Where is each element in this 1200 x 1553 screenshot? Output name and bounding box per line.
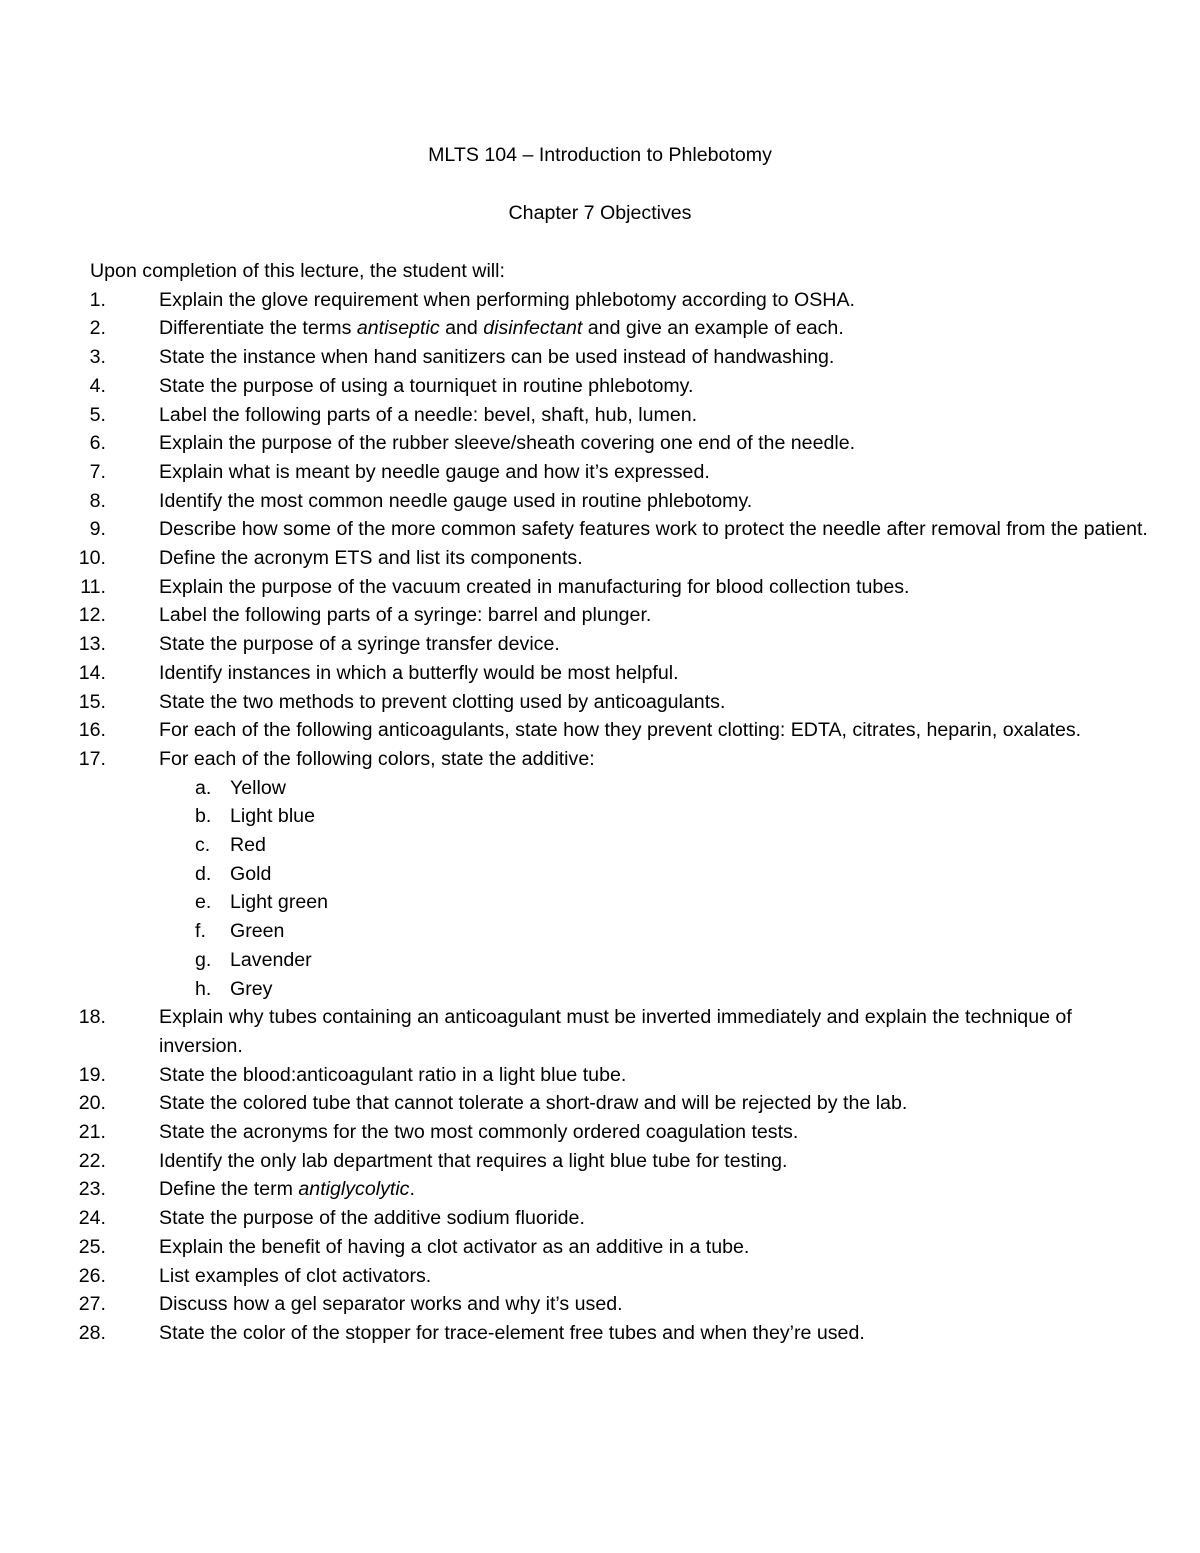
objective-item — [0, 372, 1150, 401]
objective-item — [0, 401, 1150, 430]
objective-number: 22. — [78, 1149, 106, 1172]
objective-text: Explain the glove requirement when performing phlebotomy according to OSHA. — [159, 288, 855, 311]
italic-term: antiglycolytic — [298, 1178, 410, 1201]
color-name: Gold — [230, 862, 272, 885]
objective-item — [0, 630, 1150, 659]
objective-item — [0, 716, 1150, 745]
objective-text: State the instance when hand sanitizers can be used instead of handwashing. — [159, 346, 835, 369]
objective-number: 4. — [89, 374, 106, 397]
objective-text: Explain the purpose of the rubber sleeve/sheath covering one end of the needle. — [159, 432, 856, 455]
color-sublist — [159, 774, 1150, 1004]
objective-text: List examples of clot activators. — [159, 1264, 432, 1287]
objective-text: Identify the most common needle gauge used in routine phlebotomy. — [159, 489, 753, 512]
objective-text: Define the acronym ETS and list its components. — [159, 547, 583, 570]
objective-number: 1. — [89, 288, 106, 311]
objective-number: 2. — [89, 317, 106, 340]
objective-text: Label the following parts of a syringe: barrel and plunger. — [159, 604, 652, 627]
objective-item — [0, 343, 1150, 372]
objective-number: 28. — [78, 1322, 106, 1344]
objective-number: 19. — [78, 1063, 106, 1086]
objective-text: State the two methods to prevent clotting used by anticoagulants. — [159, 690, 726, 713]
italic-term: disinfectant — [483, 317, 583, 340]
objective-item — [0, 1204, 1150, 1233]
objective-number: 26. — [78, 1264, 106, 1287]
color-letter: f. — [195, 920, 206, 943]
objective-number: 9. — [89, 518, 106, 541]
objective-item — [0, 1175, 1150, 1204]
objective-item — [0, 1233, 1150, 1262]
objective-item — [0, 1290, 1150, 1319]
objective-number: 20. — [78, 1092, 106, 1115]
objective-text: Explain what is meant by needle gauge and how it’s expressed. — [159, 460, 710, 483]
objective-text: Describe how some of the more common safety features work to protect the needle after removal from the patient. — [159, 518, 1148, 541]
objective-number: 11. — [80, 575, 106, 598]
text-segment: and — [439, 317, 484, 340]
objective-item — [0, 487, 1150, 516]
objective-text: Discuss how a gel separator works and why it’s used. — [159, 1293, 623, 1316]
objective-item — [0, 659, 1150, 688]
objective-text — [159, 317, 844, 339]
color-name: Red — [230, 834, 266, 857]
objective-number: 10. — [78, 547, 106, 570]
objective-item — [0, 458, 1150, 487]
intro-text: Upon completion of this lecture, the student will: — [90, 260, 505, 282]
objective-text: State the acronyms for the two most commonly ordered coagulation tests. — [159, 1121, 799, 1144]
objective-item — [0, 688, 1150, 717]
objective-item — [0, 1147, 1150, 1176]
color-item — [159, 888, 1150, 917]
color-item — [159, 774, 1150, 803]
objective-number: 3. — [89, 346, 106, 369]
objective-item — [0, 544, 1150, 573]
objective-number: 6. — [89, 432, 106, 455]
objective-item — [0, 601, 1150, 630]
objective-item — [0, 1319, 1150, 1348]
objective-item — [0, 515, 1150, 544]
color-name: Light blue — [230, 805, 315, 828]
objective-number: 13. — [78, 633, 106, 656]
course-title: MLTS 104 – Introduction to Phlebotomy — [428, 144, 772, 166]
color-letter: h. — [195, 977, 212, 1000]
objective-number: 17. — [78, 747, 106, 770]
objective-number: 12. — [78, 604, 106, 627]
objective-number: 24. — [78, 1207, 106, 1230]
objective-text: State the purpose of using a tourniquet in routine phlebotomy. — [159, 374, 694, 397]
color-item — [159, 802, 1150, 831]
text-segment: Differentiate the terms — [159, 317, 357, 340]
objective-number: 15. — [78, 690, 106, 713]
color-letter: e. — [195, 891, 212, 914]
color-item — [159, 831, 1150, 860]
objective-number: 23. — [78, 1178, 106, 1201]
text-segment: . — [409, 1178, 415, 1201]
objective-number: 14. — [78, 661, 106, 684]
color-item — [159, 917, 1150, 946]
objective-item — [0, 1262, 1150, 1291]
objective-item — [0, 745, 1150, 1003]
objective-text: Explain the purpose of the vacuum created in manufacturing for blood collection tubes. — [159, 575, 910, 598]
objective-text: For each of the following colors, state the additive: — [159, 747, 595, 770]
text-segment: and give an example of each. — [582, 317, 844, 340]
objective-number: 21. — [78, 1121, 106, 1144]
color-letter: c. — [195, 834, 211, 857]
objective-text: For each of the following anticoagulants, state how they prevent clotting: EDTA, citrates, heparin, oxalates. — [159, 719, 1082, 742]
color-name: Green — [230, 920, 285, 943]
objective-item — [0, 1089, 1150, 1118]
objective-text: Label the following parts of a needle: bevel, shaft, hub, lumen. — [159, 403, 698, 426]
objective-number: 16. — [78, 719, 106, 742]
color-letter: g. — [195, 948, 212, 971]
objective-text: State the blood:anticoagulant ratio in a light blue tube. — [159, 1063, 627, 1086]
italic-term: antiseptic — [356, 317, 440, 340]
chapter-title: Chapter 7 Objectives — [508, 202, 692, 224]
color-name: Grey — [230, 977, 273, 1000]
objective-item — [0, 429, 1150, 458]
objective-item — [0, 573, 1150, 602]
objective-number: 8. — [89, 489, 106, 512]
color-name: Light green — [230, 891, 329, 914]
objective-item — [0, 314, 1150, 343]
objective-text: State the purpose of a syringe transfer device. — [159, 633, 560, 656]
color-letter: a. — [195, 776, 212, 799]
objective-number: 7. — [89, 460, 106, 483]
objective-text — [159, 1178, 415, 1200]
color-item — [159, 860, 1150, 889]
color-name: Yellow — [230, 776, 286, 799]
color-item — [159, 946, 1150, 975]
objective-number: 27. — [78, 1293, 106, 1316]
objective-number: 5. — [89, 403, 106, 426]
objective-text: State the color of the stopper for trace-element free tubes and when they’re used. — [159, 1322, 865, 1344]
color-letter: b. — [195, 805, 212, 828]
text-segment: Define the term — [159, 1178, 299, 1201]
objective-item — [0, 1061, 1150, 1090]
objective-number: 25. — [78, 1235, 106, 1258]
objective-number: 18. — [78, 1006, 106, 1029]
objective-item — [0, 286, 1150, 315]
objectives-list — [0, 286, 1150, 1348]
objective-text: State the purpose of the additive sodium fluoride. — [159, 1207, 585, 1230]
objective-text: Explain the benefit of having a clot activator as an additive in a tube. — [159, 1235, 750, 1258]
objective-text: State the colored tube that cannot tolerate a short-draw and will be rejected by the lab. — [159, 1092, 908, 1115]
objective-item — [0, 1118, 1150, 1147]
objective-text: Explain why tubes containing an anticoagulant must be inverted immediately and explain the technique of inversion. — [159, 1006, 1072, 1057]
color-item — [159, 975, 1150, 1004]
objective-text: Identify the only lab department that requires a light blue tube for testing. — [159, 1149, 788, 1172]
objective-text: Identify instances in which a butterfly would be most helpful. — [159, 661, 679, 684]
color-letter: d. — [195, 862, 212, 885]
objective-item — [0, 1003, 1150, 1060]
color-name: Lavender — [230, 948, 312, 971]
